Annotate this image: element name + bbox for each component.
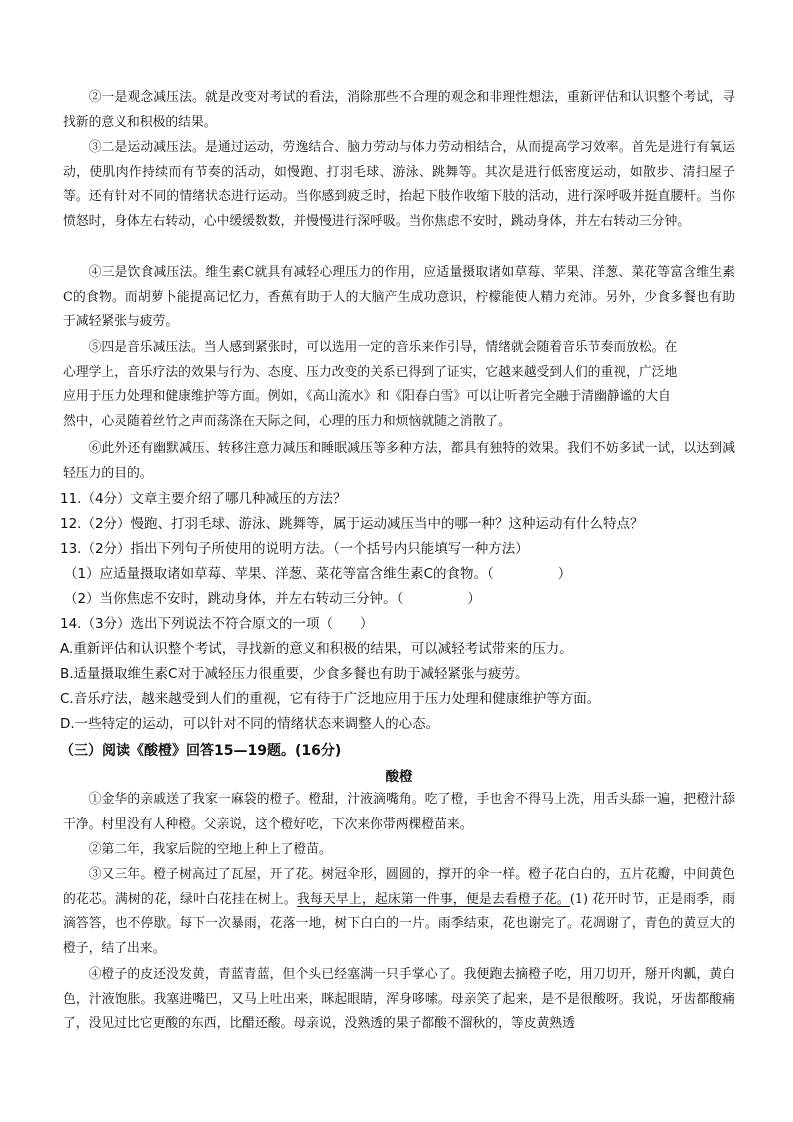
question-13: 13.（2分）指出下列句子所使用的说明方法。（一个括号内只能填写一种方法） xyxy=(60,541,529,557)
paragraph-text: ⑥此外还有幽默减压、转移注意力减压和睡眠减压等多种方法，都具有独特的效果。我们不妨多试一试，以达到减轻压力的目的。 xyxy=(63,441,735,481)
question-14-option-c: C.音乐疗法，越来越受到人们的重视，它有待于广泛地应用于压力处理和健康维护等方面。 xyxy=(60,691,601,707)
paragraph-text: ①金华的亲戚送了我家一麻袋的橙子。橙甜，汁液滴嘴角。吃了橙，手也舍不得马上洗，用舌头舔一遍，把橙汁舔干净。村里没有人种橙。父亲说，这个橙好吃，下次来你带两棵橙苗来。 xyxy=(63,792,735,832)
passage-paragraph-4 xyxy=(63,261,735,335)
question-13-item-2-text: （2）当你焦虑不安时，跳动身体，并左右转动三分钟。（ xyxy=(64,591,404,607)
question-13-item-2 xyxy=(60,587,732,612)
paragraph-text: ②一是观念减压法。就是改变对考试的看法，消除那些不合理的观念和非理性想法，重新评估和认识整个考试，寻找新的意义和积极的结果。 xyxy=(63,90,735,130)
paragraph-text xyxy=(63,863,735,961)
question-12: 12.（2分）慢跑、打羽毛球、游泳、跳舞等，属于运动减压当中的哪一种？这种运动有什么特点？ xyxy=(60,516,644,532)
paragraph-text-line-2: 心理学上，音乐疗法的效果与行为、态度、压力改变的关系已得到了证实，它越来越受到人们的重视，广泛地 xyxy=(63,364,678,380)
question-block xyxy=(60,487,732,737)
article-title-block xyxy=(63,764,735,790)
close-paren: ） xyxy=(557,566,572,582)
article-paragraph-3 xyxy=(63,863,735,961)
question-11: 11.（4分）文章主要介绍了哪几种减压的方法？ xyxy=(60,491,347,507)
paragraph-text: ③二是运动减压法。是通过运动，劳逸结合、脑力劳动与体力劳动相结合，从而提高学习效率。首先是进行有氧运动，使肌肉作持续而有节奏的活动，如慢跑、打羽毛球、游泳、跳舞等。其次是进行低密度运动，如散步、清扫屋子等。还有针对不同的情绪状态进行运动。当你感到疲乏时，抬起下肢作收缩下肢的活动，进行深呼吸并挺直腰杆。当你愤怒时，身体左右转动，心中缓缓数数，并慢慢进行深呼吸。当你焦虑不安时，跳动身体，并左右转动三分钟。 xyxy=(63,140,735,229)
section-heading: （三）阅读《酸橙》回答15—19题。(16分) xyxy=(60,743,342,759)
paragraph-text-line-4: 然中，心灵随着丝竹之声而荡涤在天际之间，心理的压力和烦恼就随之消散了。 xyxy=(63,413,511,429)
article-title: 酸橙 xyxy=(385,769,413,785)
paragraph-text: ②第二年，我家后院的空地上种上了橙苗。 xyxy=(88,842,332,857)
question-13-item-1 xyxy=(60,562,732,587)
paragraph-text: ④橙子的皮还没发黄，青蓝青蓝，但个头已经塞满一只手掌心了。我便跑去摘橙子吃，用刀切开，掰开肉瓤，黄白色，汁液饱胀。我塞进嘴巴，又马上吐出来，眯起眼睛，浑身哆嗦。母亲笑了起来，是不是很酸呀。我说，牙齿都酸痛了，没见过比它更酸的东西，比醋还酸。母亲说，没熟透的果子都酸不溜秋的，等皮黄熟透 xyxy=(63,967,735,1032)
question-13-item-1-text: （1）应适量摄取诸如草莓、苹果、洋葱、菜花等富含维生素C的食物。（ xyxy=(64,566,494,582)
paragraph-text-part: (1) 花开时节，正是雨季，雨滴答答，也不停歇。每下一次暴雨，花落一地，树下白白的一片。雨季结束，花也谢完了。花凋谢了，青色的黄豆大的橙子，结了出来。 xyxy=(63,891,736,956)
paragraph-text: ④三是饮食减压法。维生素C就具有减轻心理压力的作用，应适量摄取诸如草莓、苹果、洋葱、菜花等富含维生素C的食物。而胡萝卜能提高记忆力，香蕉有助于人的大脑产生成功意识，柠檬能使人精力充沛。另外，少食多餐也有助于减轻紧张与疲劳。 xyxy=(63,265,735,330)
passage-paragraph-3 xyxy=(63,136,735,234)
passage-paragraph-5 xyxy=(63,336,735,434)
question-14-option-d: D.一些特定的运动，可以针对不同的情绪状态来调整人的心态。 xyxy=(60,716,440,732)
close-paren: ） xyxy=(467,591,481,607)
underlined-sentence: 我每天早上，起床第一件事，便是去看橙子花。 xyxy=(296,891,570,907)
article-paragraph-4 xyxy=(63,963,735,1037)
article-paragraph-1 xyxy=(63,788,735,837)
passage-paragraph-6 xyxy=(63,437,735,486)
paragraph-text-line-1: ⑤四是音乐减压法。当人感到紧张时，可以选用一定的音乐来作引导，情绪就会随着音乐节奏而放松。在 xyxy=(88,340,678,355)
article-paragraph-2 xyxy=(63,838,735,863)
paragraph-text-part: ③又三年。橙子树高过了瓦屋，开了花。树冠伞形，圆圆的，撑开的伞一样。橙子花白白的，五片花瓣，中间黄色的花芯。满树的花，绿叶白花挂在树上。 xyxy=(63,867,735,907)
section-3-heading-block xyxy=(60,738,732,764)
question-14: 14.（3分）选出下列说法不符合原文的一项（ ） xyxy=(60,616,374,632)
paragraph-text-line-3: 应用于压力处理和健康维护等方面。例如，《高山流水》和《阳春白雪》可以让听者完全融于清幽静谧的大自 xyxy=(63,389,671,405)
question-14-option-a: A.重新评估和认识整个考试，寻找新的意义和积极的结果，可以减轻考试带来的压力。 xyxy=(60,641,573,657)
question-14-option-b: B.适量摄取维生素C对于减轻压力很重要，少食多餐也有助于减轻紧张与疲劳。 xyxy=(60,666,529,682)
passage-paragraph-2 xyxy=(63,86,735,135)
